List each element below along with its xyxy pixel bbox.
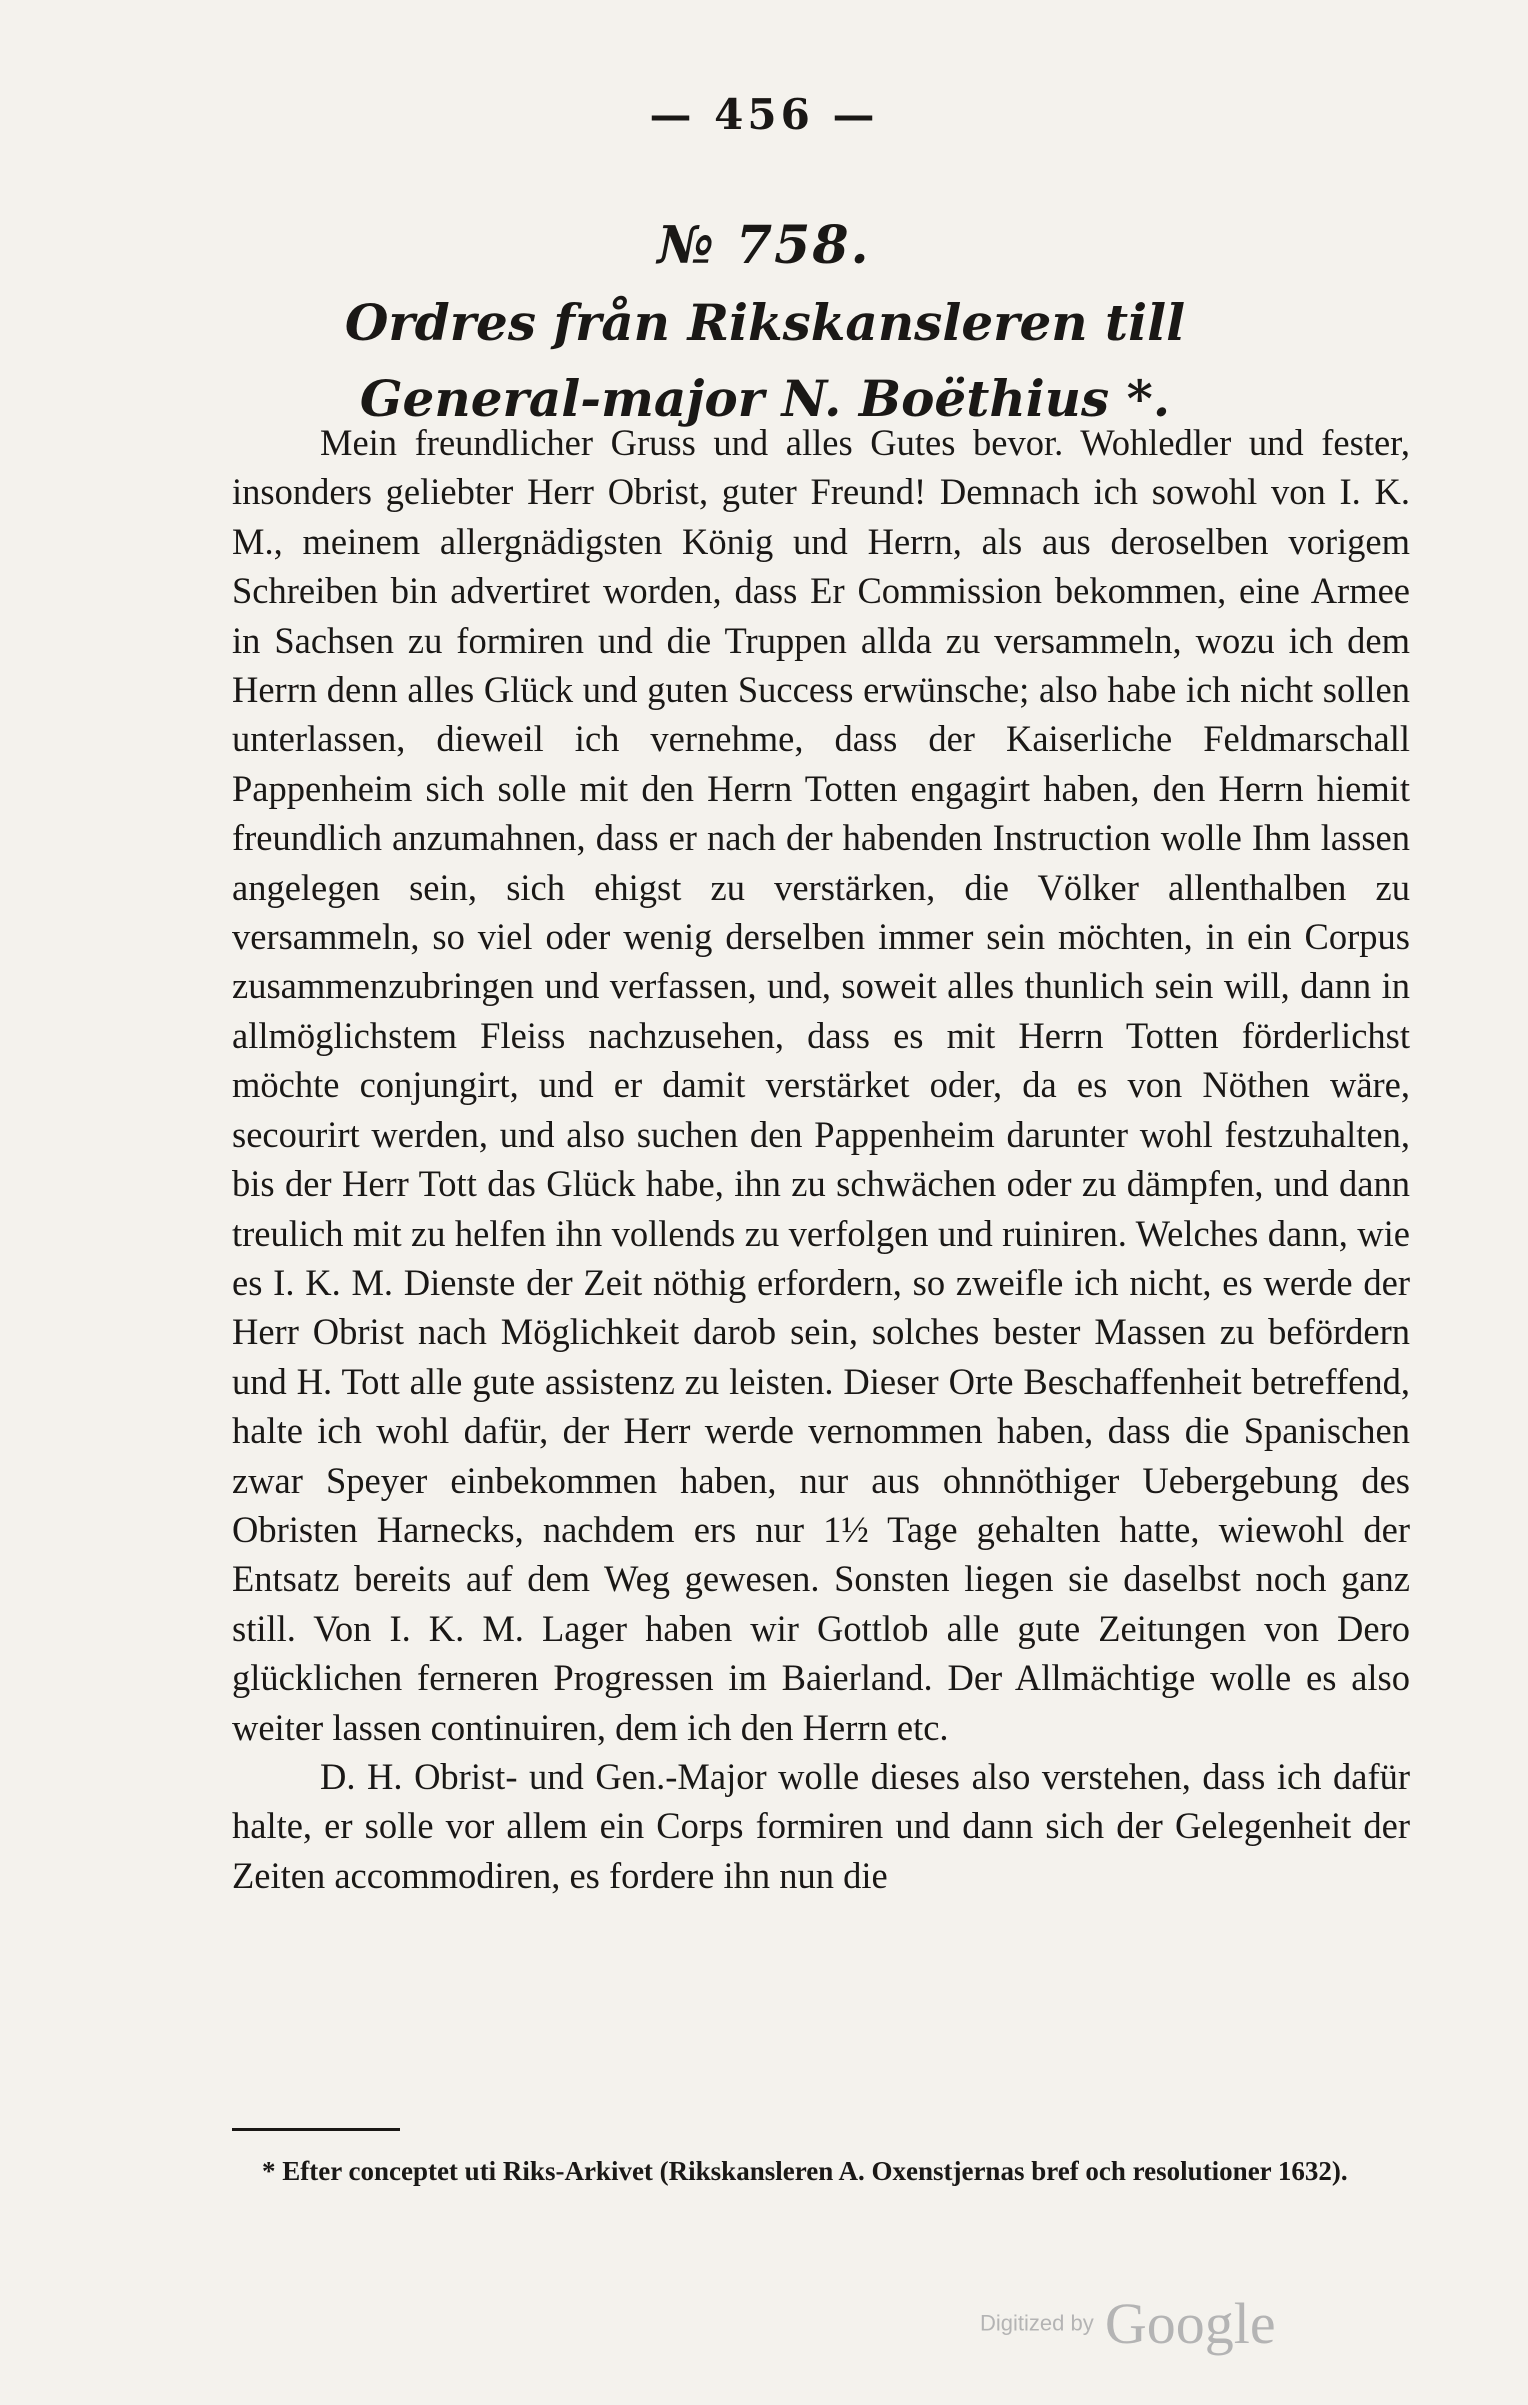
page-number: — 456 —: [649, 90, 879, 139]
footnote: * Efter conceptet uti Riks-Arkivet (Rikskansleren A. Oxenstjernas bref och resolutioner 1632).: [262, 2156, 1348, 2186]
document-title: Ordres från Rikskansleren till General-major N. Boëthius *.: [344, 293, 1186, 428]
digitized-watermark: [980, 2290, 1276, 2357]
digitized-by-text: Digitized by: [980, 2310, 1094, 2336]
body-text: [232, 418, 1410, 1900]
paragraph-2: D. H. Obrist- und Gen.-Major wolle dieses also verstehen, dass ich dafür halte, er solle vor allem ein Corps formiren und dann sich der Gelegenheit der Zeiten accommodiren, es fordere ihn nun die: [232, 1755, 1410, 1896]
paragraph-1: Mein freundlicher Gruss und alles Gutes bevor. Wohledler und fester, insonders geliebter Herr Obrist, guter Freund! Demnach ich sowohl von I. K. M., meinem allergnädigsten König und Herrn, als aus deroselben vorigem Schreiben bin advertiret worden, dass Er Commission bekommen, eine Armee in Sachsen zu formiren und die Truppen allda zu versammeln, wozu ich dem Herrn denn alles Glück und guten Success erwünsche; also habe ich nicht sollen unterlassen, dieweil ich vernehme, dass der Kaiserliche Feldmarschall Pappenheim sich solle mit den Herrn Totten engagirt haben, den Herrn hiemit freundlich anzumahnen, dass er nach der habenden Instruction wolle Ihm lassen angelegen sein, sich ehigst zu verstärken, die Völker allenthalben zu versammeln, so viel oder wenig derselben immer sein möchten, in ein Corpus zusammenzubringen und verfassen, und, soweit alles thunlich sein will, dann in allmöglichstem Fleiss nachzusehen, dass es mit Herrn Totten förderlichst möchte conjungirt, und er damit verstärket oder, da es von Nöthen wäre, secourirt werden, und also suchen den Pappenheim darunter wohl festzuhalten, bis der Herr Tott das Glück habe, ihn zu schwächen oder zu dämpfen, und dann treulich mit zu helfen ihn vollends zu verfolgen und ruiniren. Welches dann, wie es I. K. M. Dienste der Zeit nöthig erfordern, so zweifle ich nicht, es werde der Herr Obrist nach Möglichkeit darob sein, solches bester Massen zu befördern und H. Tott alle gute assistenz zu leisten. Dieser Orte Beschaffenheit betreffend, halte ich wohl dafür, der Herr werde vernommen haben, dass die Spanischen zwar Speyer einbekommen haben, nur aus ohnnöthiger Uebergebung des Obristen Harnecks, nachdem ers nur 1½ Tage gehalten hatte, wiewohl der Entsatz bereits auf dem Weg gewesen. Sonsten liegen sie daselbst noch ganz still. Von I. K. M. Lager haben wir Gottlob alle gute Zeitungen von Dero glücklichen ferneren Progressen im Baierland. Der Allmächtige wolle es also weiter lassen continuiren, dem ich den Herrn etc.: [232, 422, 1410, 1748]
google-logo: Google: [1104, 2291, 1276, 2356]
document-number: № 758.: [657, 215, 871, 276]
footnote-divider: [232, 2128, 400, 2131]
